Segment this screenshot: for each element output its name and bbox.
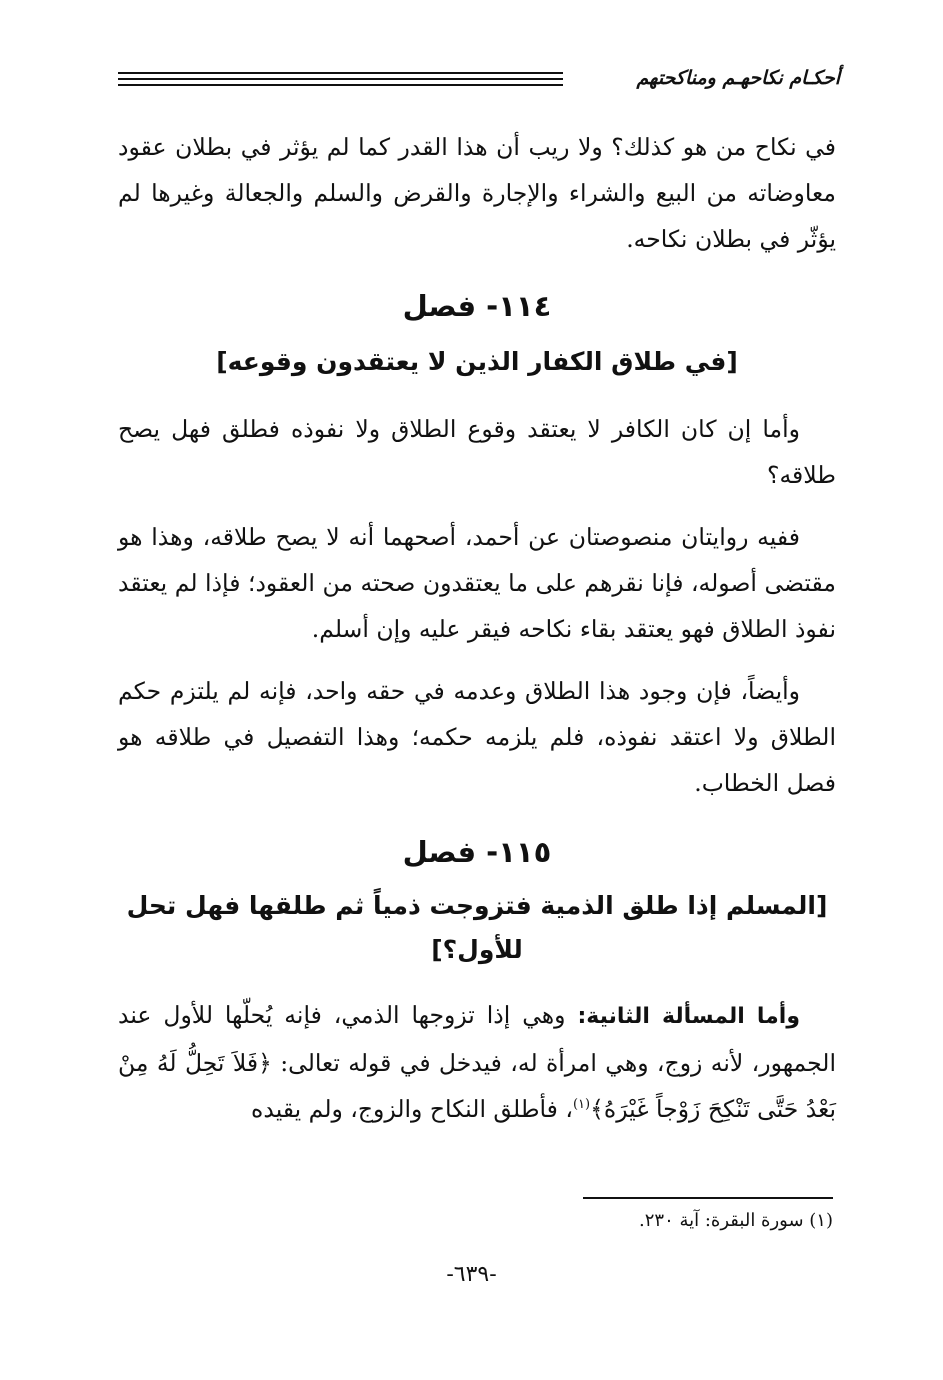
paragraph — [118, 992, 836, 1132]
header-rule — [118, 84, 563, 86]
running-title: أحكـام نكاحهـم ومناكحتهم — [636, 67, 840, 89]
header-rule — [118, 72, 563, 74]
footnote-separator — [583, 1197, 833, 1199]
footnote: (١) سورة البقرة: آية ٢٣٠. — [639, 1210, 833, 1231]
paragraph-text: ، فأطلق النكاح والزوج، ولم يقيده — [251, 1095, 573, 1123]
text-line: في نكاح من هو كذلك؟ ولا ريب أن هذا القدر كما لم يؤثر في بطلان — [175, 133, 837, 161]
paragraph-continuation — [118, 124, 836, 262]
section-heading-title: [في طلاق الكفار الذين لا يعتقدون وقوعه] — [216, 347, 738, 376]
section-heading-number: ١١٤- فصل — [402, 289, 552, 323]
quran-verse: ﴿فَلاَ تَحِلُّ لَهُ مِنْ بَعْدُ حَتَّى تَنْكِحَ زَوْجاً غَيْرَهُ﴾ — [118, 1049, 836, 1123]
running-header — [118, 60, 840, 96]
paragraph: ففيه روايتان منصوصتان عن أحمد، أصحهما أنه لا يصح طلاقه، وهذا هو مقتضى أصوله، فإنا نقرهم على ما يعتقدون صحته من العقود؛ فإذا لم يعتقد نفوذ الطلاق فهو يعتقد بقاء نكاحه فيقر عليه وإن أسلم. — [118, 523, 836, 643]
paragraph-text: وهي إذا تزوجها الذمي، فإنه يُحلّها للأول عند الجمهور، لأنه زوج، وهي امرأة له، فيدخل في قوله تعالى: — [118, 1001, 836, 1077]
header-rule — [118, 78, 563, 80]
section-heading-number: ١١٥- فصل — [402, 835, 552, 869]
page-body — [118, 124, 836, 1132]
paragraph: وأيضاً، فإن وجود هذا الطلاق وعدمه في حقه واحد، فإنه لم يلتزم حكم الطلاق ولا اعتقد نفوذه، فلم يلزمه حكمه؛ وهذا التفصيل في طلاقه هو فصل الخطاب. — [118, 677, 836, 797]
text-line: وغيرها لم يؤثّر في بطلان نكاحه. — [118, 179, 836, 253]
text-line: عقود معاوضاته من البيع والشراء والإجارة والقرض والسلم والجعالة — [118, 133, 836, 207]
paragraph: وأما إن كان الكافر لا يعتقد وقوع الطلاق ولا نفوذه فطلق فهل يصح طلاقه؟ — [118, 415, 836, 489]
footnote-reference: (١) — [572, 1097, 591, 1113]
section-heading-title: [المسلم إذا طلق الذمية فتزوجت ذمياً ثم طلقها فهل تحل للأول؟] — [126, 891, 828, 964]
page-number: -٦٣٩- — [446, 1262, 497, 1287]
paragraph-lead-in: وأما المسألة الثانية: — [577, 1004, 800, 1029]
